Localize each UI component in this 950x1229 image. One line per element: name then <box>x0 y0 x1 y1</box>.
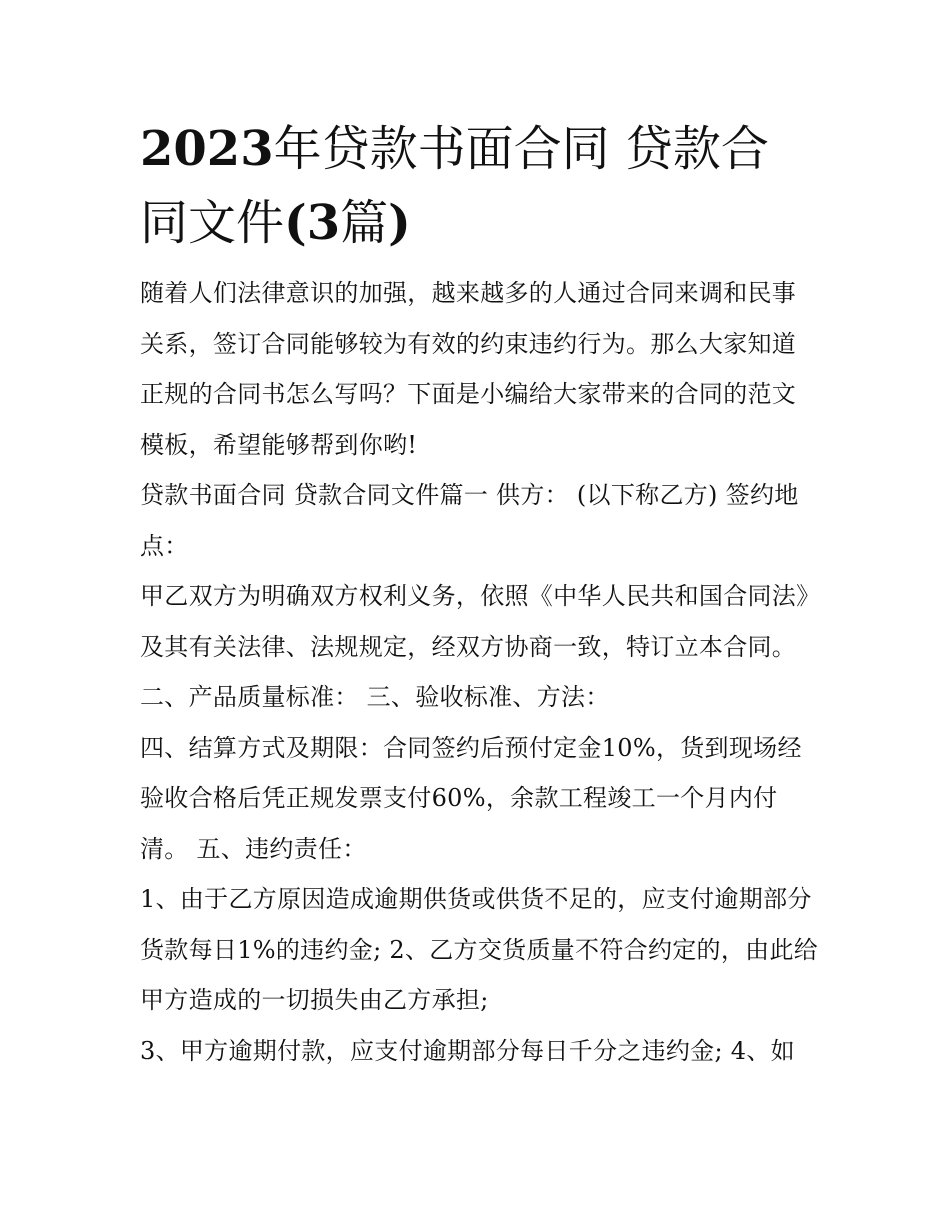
paragraph-agreement: 甲乙双方为明确双方权利义务，依照《中华人民共和国合同法》及其有关法律、法规规定，经双方协商一致，特订立本合同。 二、产品质量标准： 三、验收标准、方法： <box>140 582 809 711</box>
title-count-open: (3 <box>284 195 341 251</box>
paragraph-liability-2: 3、甲方逾期付款，应支付逾期部分每日千分之违约金; 4、如 <box>140 1036 795 1065</box>
title-count-unit: 篇 <box>340 195 389 251</box>
title-text: 年贷款书面合同 贷款合同文件 <box>140 121 769 251</box>
paragraph-parties: 贷款书面合同 贷款合同文件篇一 供方： (以下称乙方) 签约地点： <box>140 481 799 560</box>
title-year: 2023 <box>140 121 274 177</box>
title-count-close: ) <box>388 195 411 251</box>
document-content <box>140 112 820 1076</box>
document-title <box>140 112 780 260</box>
paragraph-liability-1: 1、由于乙方原因造成逾期供货或供货不足的，应支付逾期部分货款每日1%的违约金; 2、乙方交货质量不符合约定的，由此给甲方造成的一切损失由乙方承担; <box>140 885 819 1014</box>
paragraph-settlement: 四、结算方式及期限：合同签约后预付定金10%，货到现场经验收合格后凭正规发票支付60%，余款工程竣工一个月内付清。 五、违约责任： <box>140 733 802 863</box>
paragraph-intro: 随着人们法律意识的加强，越来越多的人通过合同来调和民事关系，签订合同能够较为有效的约束违约行为。那么大家知道正规的合同书怎么写吗？下面是小编给大家带来的合同的范文模板，希望能够帮到你哟! <box>140 279 797 459</box>
